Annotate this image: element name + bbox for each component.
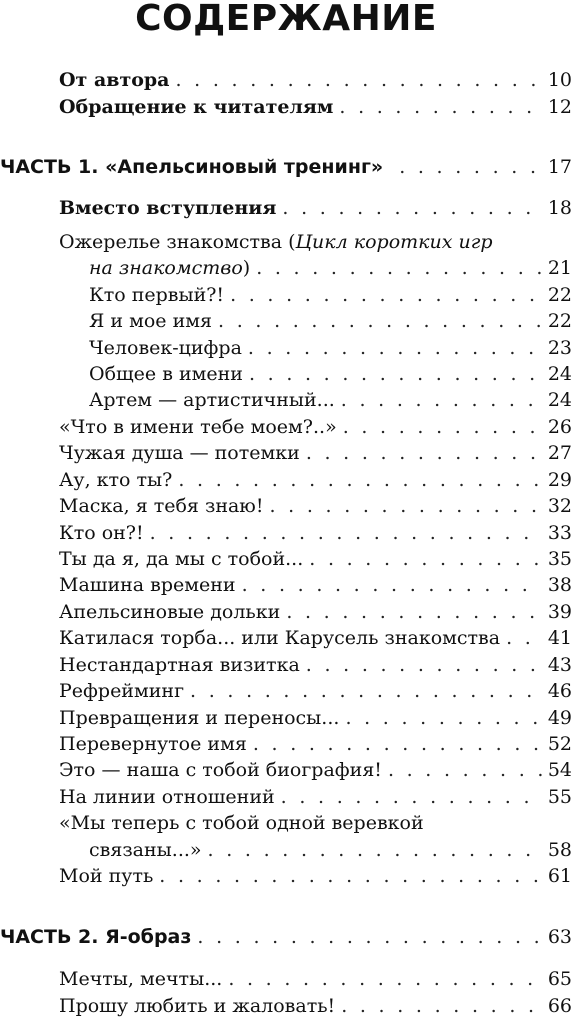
entry-page: 61 bbox=[547, 865, 572, 887]
entry-label: «Мы теперь с тобой одной веревкой bbox=[59, 812, 424, 834]
entry-page: 24 bbox=[547, 389, 572, 411]
entry-label: «Что в имени тебе моем?..» bbox=[59, 416, 337, 438]
entry-page: 26 bbox=[547, 416, 572, 438]
entry-page: 18 bbox=[547, 197, 572, 219]
entry-page: 49 bbox=[547, 707, 572, 729]
entry-label: Артем — артистичный... bbox=[89, 389, 335, 411]
entry-page: 63 bbox=[547, 926, 572, 948]
entry-label: Нестандартная визитка bbox=[59, 654, 300, 676]
toc-entry[interactable] bbox=[59, 652, 572, 678]
dot-leader bbox=[309, 546, 542, 572]
entry-label: Обращение к читателям bbox=[59, 96, 334, 118]
toc-entry-intro[interactable] bbox=[59, 195, 572, 221]
toc-entry-from-author[interactable] bbox=[59, 67, 572, 93]
dot-leader bbox=[197, 924, 541, 950]
toc-entry-my-path[interactable] bbox=[59, 863, 572, 889]
entry-page: 46 bbox=[547, 680, 572, 702]
entry-page: 35 bbox=[547, 548, 572, 570]
entry-label: Кто он?! bbox=[59, 522, 144, 544]
toc-entry[interactable] bbox=[59, 966, 572, 992]
entry-label: Маска, я тебя знаю! bbox=[59, 495, 264, 517]
entry-label-suffix: ) bbox=[242, 257, 251, 279]
toc-subentry[interactable] bbox=[89, 282, 572, 308]
entry-page: 52 bbox=[547, 733, 572, 755]
toc-entry[interactable] bbox=[59, 520, 572, 546]
entry-page: 29 bbox=[547, 469, 572, 491]
entry-page: 58 bbox=[547, 839, 572, 861]
dot-leader bbox=[176, 67, 542, 93]
toc-subentry[interactable] bbox=[89, 308, 572, 334]
dot-leader bbox=[341, 387, 542, 413]
entry-page: 54 bbox=[547, 759, 572, 781]
entry-page: 17 bbox=[547, 156, 572, 178]
dot-leader bbox=[150, 520, 542, 546]
dot-leader bbox=[218, 308, 542, 334]
entry-page: 27 bbox=[547, 442, 572, 464]
dot-leader bbox=[230, 282, 542, 308]
toc-entry[interactable] bbox=[59, 599, 572, 625]
part-label: ЧАСТЬ 1. «Апельсиновый тренинг» bbox=[0, 156, 384, 178]
toc-entry[interactable] bbox=[59, 546, 572, 572]
toc-entry[interactable] bbox=[59, 678, 572, 704]
entry-label: Ожерелье знакомства ( bbox=[59, 231, 296, 253]
toc-entry[interactable] bbox=[59, 993, 572, 1019]
entry-label: Общее в имени bbox=[89, 363, 243, 385]
entry-page: 39 bbox=[547, 601, 572, 623]
dot-leader bbox=[249, 361, 542, 387]
part-label: ЧАСТЬ 2. Я-образ bbox=[0, 926, 192, 948]
dot-leader bbox=[282, 195, 541, 221]
entry-page: 22 bbox=[547, 284, 572, 306]
entry-page: 12 bbox=[547, 96, 572, 118]
entry-label: Апельсиновые дольки bbox=[59, 601, 281, 623]
dot-leader bbox=[281, 784, 542, 810]
entry-label: Кто первый?! bbox=[89, 284, 225, 306]
entry-page: 65 bbox=[547, 968, 572, 990]
toc-entry[interactable] bbox=[59, 625, 572, 651]
entry-page: 10 bbox=[547, 69, 572, 91]
toc-entry-rope-line1[interactable] bbox=[59, 810, 424, 836]
toc-part-1[interactable] bbox=[0, 154, 572, 180]
toc-entry[interactable] bbox=[59, 440, 572, 466]
entry-label: Рефрейминг bbox=[59, 680, 185, 702]
entry-label: Мой путь bbox=[59, 865, 154, 887]
entry-page: 32 bbox=[547, 495, 572, 517]
entry-page: 43 bbox=[547, 654, 572, 676]
toc-subentry[interactable] bbox=[89, 361, 572, 387]
entry-label: Машина времени bbox=[59, 574, 236, 596]
dot-leader bbox=[190, 678, 542, 704]
entry-label: От автора bbox=[59, 69, 170, 91]
dot-leader bbox=[506, 625, 542, 651]
entry-label: Чужая душа — потемки bbox=[59, 442, 300, 464]
entry-page: 33 bbox=[547, 522, 572, 544]
entry-label: Перевернутое имя bbox=[59, 733, 247, 755]
dot-leader bbox=[269, 493, 541, 519]
entry-label bbox=[89, 255, 250, 281]
toc-entry-address-readers[interactable] bbox=[59, 94, 572, 120]
dot-leader bbox=[256, 255, 542, 281]
entry-page: 23 bbox=[547, 337, 572, 359]
entry-label: Ау, кто ты? bbox=[59, 469, 173, 491]
toc-entry[interactable] bbox=[59, 467, 572, 493]
page-title: СОДЕРЖАНИЕ bbox=[135, 0, 437, 39]
entry-label: Это — наша с тобой биография! bbox=[59, 759, 382, 781]
entry-label: Превращения и переносы... bbox=[59, 707, 340, 729]
entry-label: Прошу любить и жаловать! bbox=[59, 995, 336, 1017]
dot-leader bbox=[253, 731, 542, 757]
dot-leader bbox=[306, 440, 542, 466]
toc-entry[interactable] bbox=[59, 414, 572, 440]
entry-page: 41 bbox=[547, 627, 572, 649]
toc-entry-necklace-line1[interactable] bbox=[59, 229, 493, 255]
dot-leader bbox=[341, 993, 542, 1019]
toc-part-2[interactable] bbox=[0, 924, 572, 950]
entry-label: Ты да я, да мы с тобой... bbox=[59, 548, 304, 570]
toc-entry[interactable] bbox=[59, 705, 572, 731]
dot-leader bbox=[388, 757, 542, 783]
dot-leader bbox=[306, 652, 542, 678]
dot-leader bbox=[178, 467, 541, 493]
entry-label: Я и мое имя bbox=[89, 310, 213, 332]
entry-label-italic: Цикл коротких игр bbox=[295, 231, 493, 253]
entry-page: 22 bbox=[547, 310, 572, 332]
entry-label: Человек-цифра bbox=[89, 337, 242, 359]
entry-label: На линии отношений bbox=[59, 786, 275, 808]
toc-entry[interactable] bbox=[59, 493, 572, 519]
toc-entry[interactable] bbox=[59, 784, 572, 810]
entry-label-italic: на знакомство bbox=[89, 257, 243, 279]
dot-leader bbox=[339, 94, 541, 120]
entry-page: 66 bbox=[547, 995, 572, 1017]
entry-label: Мечты, мечты... bbox=[59, 968, 223, 990]
entry-page: 24 bbox=[547, 363, 572, 385]
toc-entry[interactable] bbox=[59, 757, 572, 783]
dot-leader bbox=[242, 572, 542, 598]
toc-entry-rope-line2[interactable] bbox=[89, 837, 572, 863]
dot-leader bbox=[345, 705, 541, 731]
entry-label: Вместо вступления bbox=[59, 197, 277, 219]
entry-page: 21 bbox=[547, 257, 572, 279]
toc-entry[interactable] bbox=[59, 731, 572, 757]
toc-entry[interactable] bbox=[59, 572, 572, 598]
dot-leader bbox=[208, 837, 542, 863]
dot-leader bbox=[159, 863, 542, 889]
dot-leader bbox=[399, 154, 542, 180]
entry-page: 38 bbox=[547, 574, 572, 596]
toc-entry-necklace-line2[interactable] bbox=[89, 255, 572, 281]
entry-label: Катилася торба... или Карусель знакомства bbox=[59, 627, 501, 649]
dot-leader bbox=[286, 599, 542, 625]
dot-leader bbox=[228, 966, 542, 992]
dot-leader bbox=[343, 414, 542, 440]
toc-subentry[interactable] bbox=[89, 335, 572, 361]
toc-subentry[interactable] bbox=[89, 387, 572, 413]
entry-label: связаны...» bbox=[89, 839, 202, 861]
dot-leader bbox=[248, 335, 542, 361]
entry-page: 55 bbox=[547, 786, 572, 808]
